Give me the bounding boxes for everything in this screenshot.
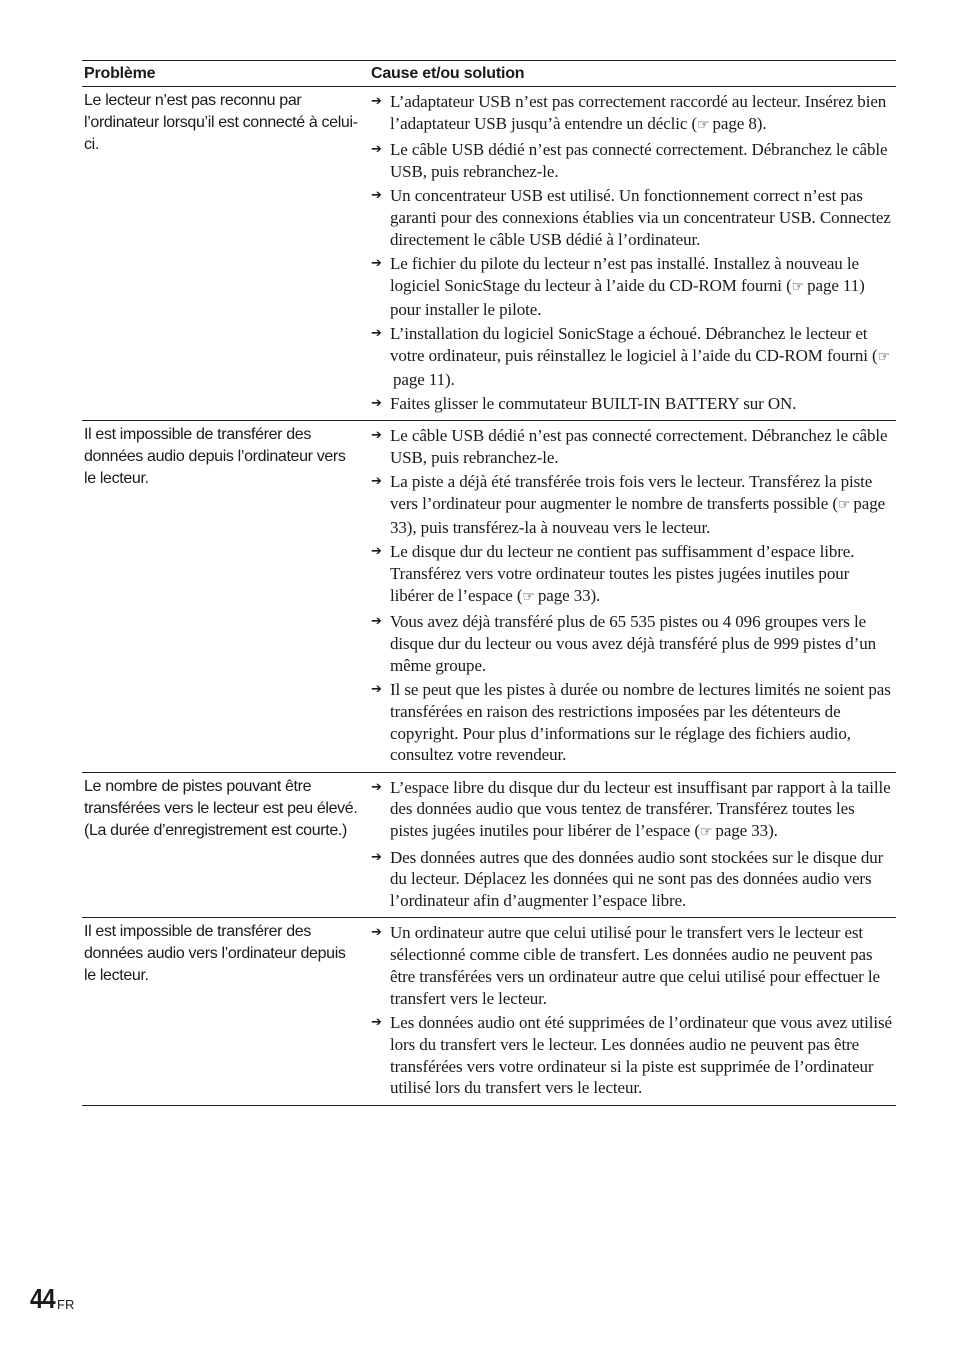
header-solution: Cause et/ou solution <box>371 65 525 82</box>
arrow-right-icon: ➔ <box>371 614 382 630</box>
solution-item <box>371 139 896 183</box>
table-row <box>82 918 896 1105</box>
solution-text: Le câble USB dédié n’est pas connecté correctement. Débranchez le câble USB, puis rebranchez-le. <box>390 426 888 467</box>
problem-text: Il est impossible de transférer des données audio depuis l’ordinateur vers le lecteur. <box>84 426 346 488</box>
pointing-hand-icon: ☞ <box>697 116 710 133</box>
arrow-right-icon: ➔ <box>371 256 382 272</box>
problem-cell <box>82 772 365 918</box>
arrow-right-icon: ➔ <box>371 681 382 697</box>
header-problem: Problème <box>84 65 156 82</box>
solution-text: Vous avez déjà transféré plus de 65 535 pistes ou 4 096 groupes vers le disque dur du lecteur ou vous avez déjà transféré plus de 999 pistes d’un même groupe. <box>390 612 877 675</box>
solution-text: Le câble USB dédié n’est pas connecté correctement. Débranchez le câble USB, puis rebranchez-le. <box>390 140 888 181</box>
troubleshooting-table <box>82 60 896 1106</box>
solution-item <box>371 541 896 608</box>
problem-cell <box>82 918 365 1105</box>
solution-text: Le fichier du pilote du lecteur n’est pas installé. Installez à nouveau le logiciel SonicStage du lecteur à l’aide du CD-ROM fourni ( <box>390 254 859 295</box>
pointing-hand-icon: ☞ <box>699 824 713 841</box>
arrow-right-icon: ➔ <box>371 142 382 158</box>
solution-item <box>371 679 896 766</box>
solution-item <box>371 91 896 137</box>
arrow-right-icon: ➔ <box>371 925 382 941</box>
solution-item <box>371 847 896 912</box>
solution-cell <box>365 87 896 421</box>
table-row <box>82 772 896 918</box>
solution-text: Un ordinateur autre que celui utilisé pour le transfert vers le lecteur est sélectionné comme cible de transfert. Les données audio ne peuvent pas être transférées vers un ordinateur autre que celui utilisé pour effectuer le transfert vers le lecteur. <box>390 923 880 1008</box>
solution-text: L’adaptateur USB n’est pas correctement raccordé au lecteur. Insérez bien l’adaptateur USB jusqu’à entendre un déclic ( <box>390 92 887 133</box>
solution-text: L’installation du logiciel SonicStage a échoué. Débranchez le lecteur et votre ordinateur, puis réinstallez le logiciel à l’aide du CD-ROM fourni ( <box>390 323 878 365</box>
solution-item <box>371 323 896 390</box>
solution-text: Un concentrateur USB est utilisé. Un fonctionnement correct n’est pas garanti pour des connexions établies via un concentrateur USB. Connectez directement le câble USB dédié à l’ordinateur. <box>390 186 891 249</box>
pointing-hand-icon: ☞ <box>791 278 805 295</box>
solution-cell <box>365 918 896 1105</box>
pointing-hand-icon: ☞ <box>522 588 535 605</box>
table-body <box>82 87 896 1106</box>
pointing-hand-icon: ☞ <box>877 348 891 365</box>
solution-text-after: pour installer le pilote. <box>390 299 542 319</box>
solution-item <box>371 777 896 844</box>
page-language: FR <box>57 1297 75 1312</box>
solution-item <box>371 253 896 320</box>
arrow-right-icon: ➔ <box>371 188 382 204</box>
arrow-right-icon: ➔ <box>371 849 382 865</box>
solution-text: Faites glisser le commutateur BUILT-IN BATTERY sur ON. <box>390 393 797 413</box>
solution-item <box>371 611 896 676</box>
arrow-right-icon: ➔ <box>371 779 382 795</box>
solution-item <box>371 185 896 250</box>
table-row <box>82 87 896 421</box>
arrow-right-icon: ➔ <box>371 325 382 341</box>
table-header-row <box>82 61 896 87</box>
problem-text: Le lecteur n’est pas reconnu par l’ordinateur lorsqu’il est connecté à celui-ci. <box>84 92 358 153</box>
solution-list <box>365 773 896 918</box>
arrow-right-icon: ➔ <box>371 428 382 444</box>
problem-text: Le nombre de pistes pouvant être transférées vers le lecteur est peu élevé. (La durée d’enregistrement est courte.) <box>84 777 358 839</box>
page-reference: page 11). <box>393 369 455 389</box>
problem-text: Il est impossible de transférer des données audio vers l’ordinateur depuis le lecteur. <box>84 923 346 985</box>
solution-text: Les données audio ont été supprimées de l’ordinateur que vous avez utilisé lors du transfert vers le lecteur. Les données audio ne peuvent pas être transférées vers votre ordinateur si la piste est supprimée de l’ordinateur utilisé lors du transfert vers le lecteur. <box>390 1013 892 1098</box>
page-reference: page 33), <box>390 494 886 537</box>
arrow-right-icon: ➔ <box>371 474 382 490</box>
arrow-right-icon: ➔ <box>371 395 382 411</box>
arrow-right-icon: ➔ <box>371 94 382 109</box>
page-reference: page 11) <box>807 275 865 295</box>
solution-list <box>365 918 896 1104</box>
solution-item <box>371 393 896 415</box>
solution-text: L’espace libre du disque dur du lecteur est insuffisant par rapport à la taille des données audio que vous tentez de transférer. Transférez toutes les pistes jugées inutiles pour libérer de l’espace ( <box>390 777 891 841</box>
solution-item <box>371 471 896 538</box>
solution-list <box>365 87 896 420</box>
solution-cell <box>365 772 896 918</box>
page-number: 44 <box>30 1283 55 1314</box>
solution-item <box>371 922 896 1009</box>
pointing-hand-icon: ☞ <box>837 497 851 514</box>
solution-list <box>365 421 896 771</box>
arrow-right-icon: ➔ <box>371 1015 382 1031</box>
solution-text: La piste a déjà été transférée trois fois vers le lecteur. Transférez la piste vers l’ordinateur pour augmenter le nombre de transferts possible ( <box>390 472 873 514</box>
table-row <box>82 421 896 772</box>
solution-text: Des données autres que des données audio sont stockées sur le disque dur du lecteur. Déplacez les données qui ne sont pas des données audio vers l’ordinateur afin d’augmenter l’espace libre. <box>390 847 884 911</box>
problem-cell <box>82 87 365 421</box>
page-reference: page 33). <box>537 585 601 605</box>
solution-item <box>371 425 896 469</box>
solution-text: Il se peut que les pistes à durée ou nombre de lectures limités ne soient pas transférées en raison des restrictions imposées par les détenteurs de copyright. Pour plus d’informations sur le réglage des fichiers audio, consultez votre revendeur. <box>390 679 891 765</box>
solution-text-after: puis transférez-la à nouveau vers le lecteur. <box>416 517 711 537</box>
solution-text: Le disque dur du lecteur ne contient pas suffisamment d’espace libre. Transférez vers votre ordinateur toutes les pistes jugées inutiles pour libérer de l’espace ( <box>390 542 855 605</box>
solution-cell <box>365 421 896 772</box>
page-reference: page 8). <box>712 113 767 133</box>
solution-item <box>371 1012 896 1099</box>
page-footer <box>30 1283 75 1315</box>
arrow-right-icon: ➔ <box>371 544 382 560</box>
page-reference: page 33). <box>715 821 778 841</box>
problem-cell <box>82 421 365 772</box>
